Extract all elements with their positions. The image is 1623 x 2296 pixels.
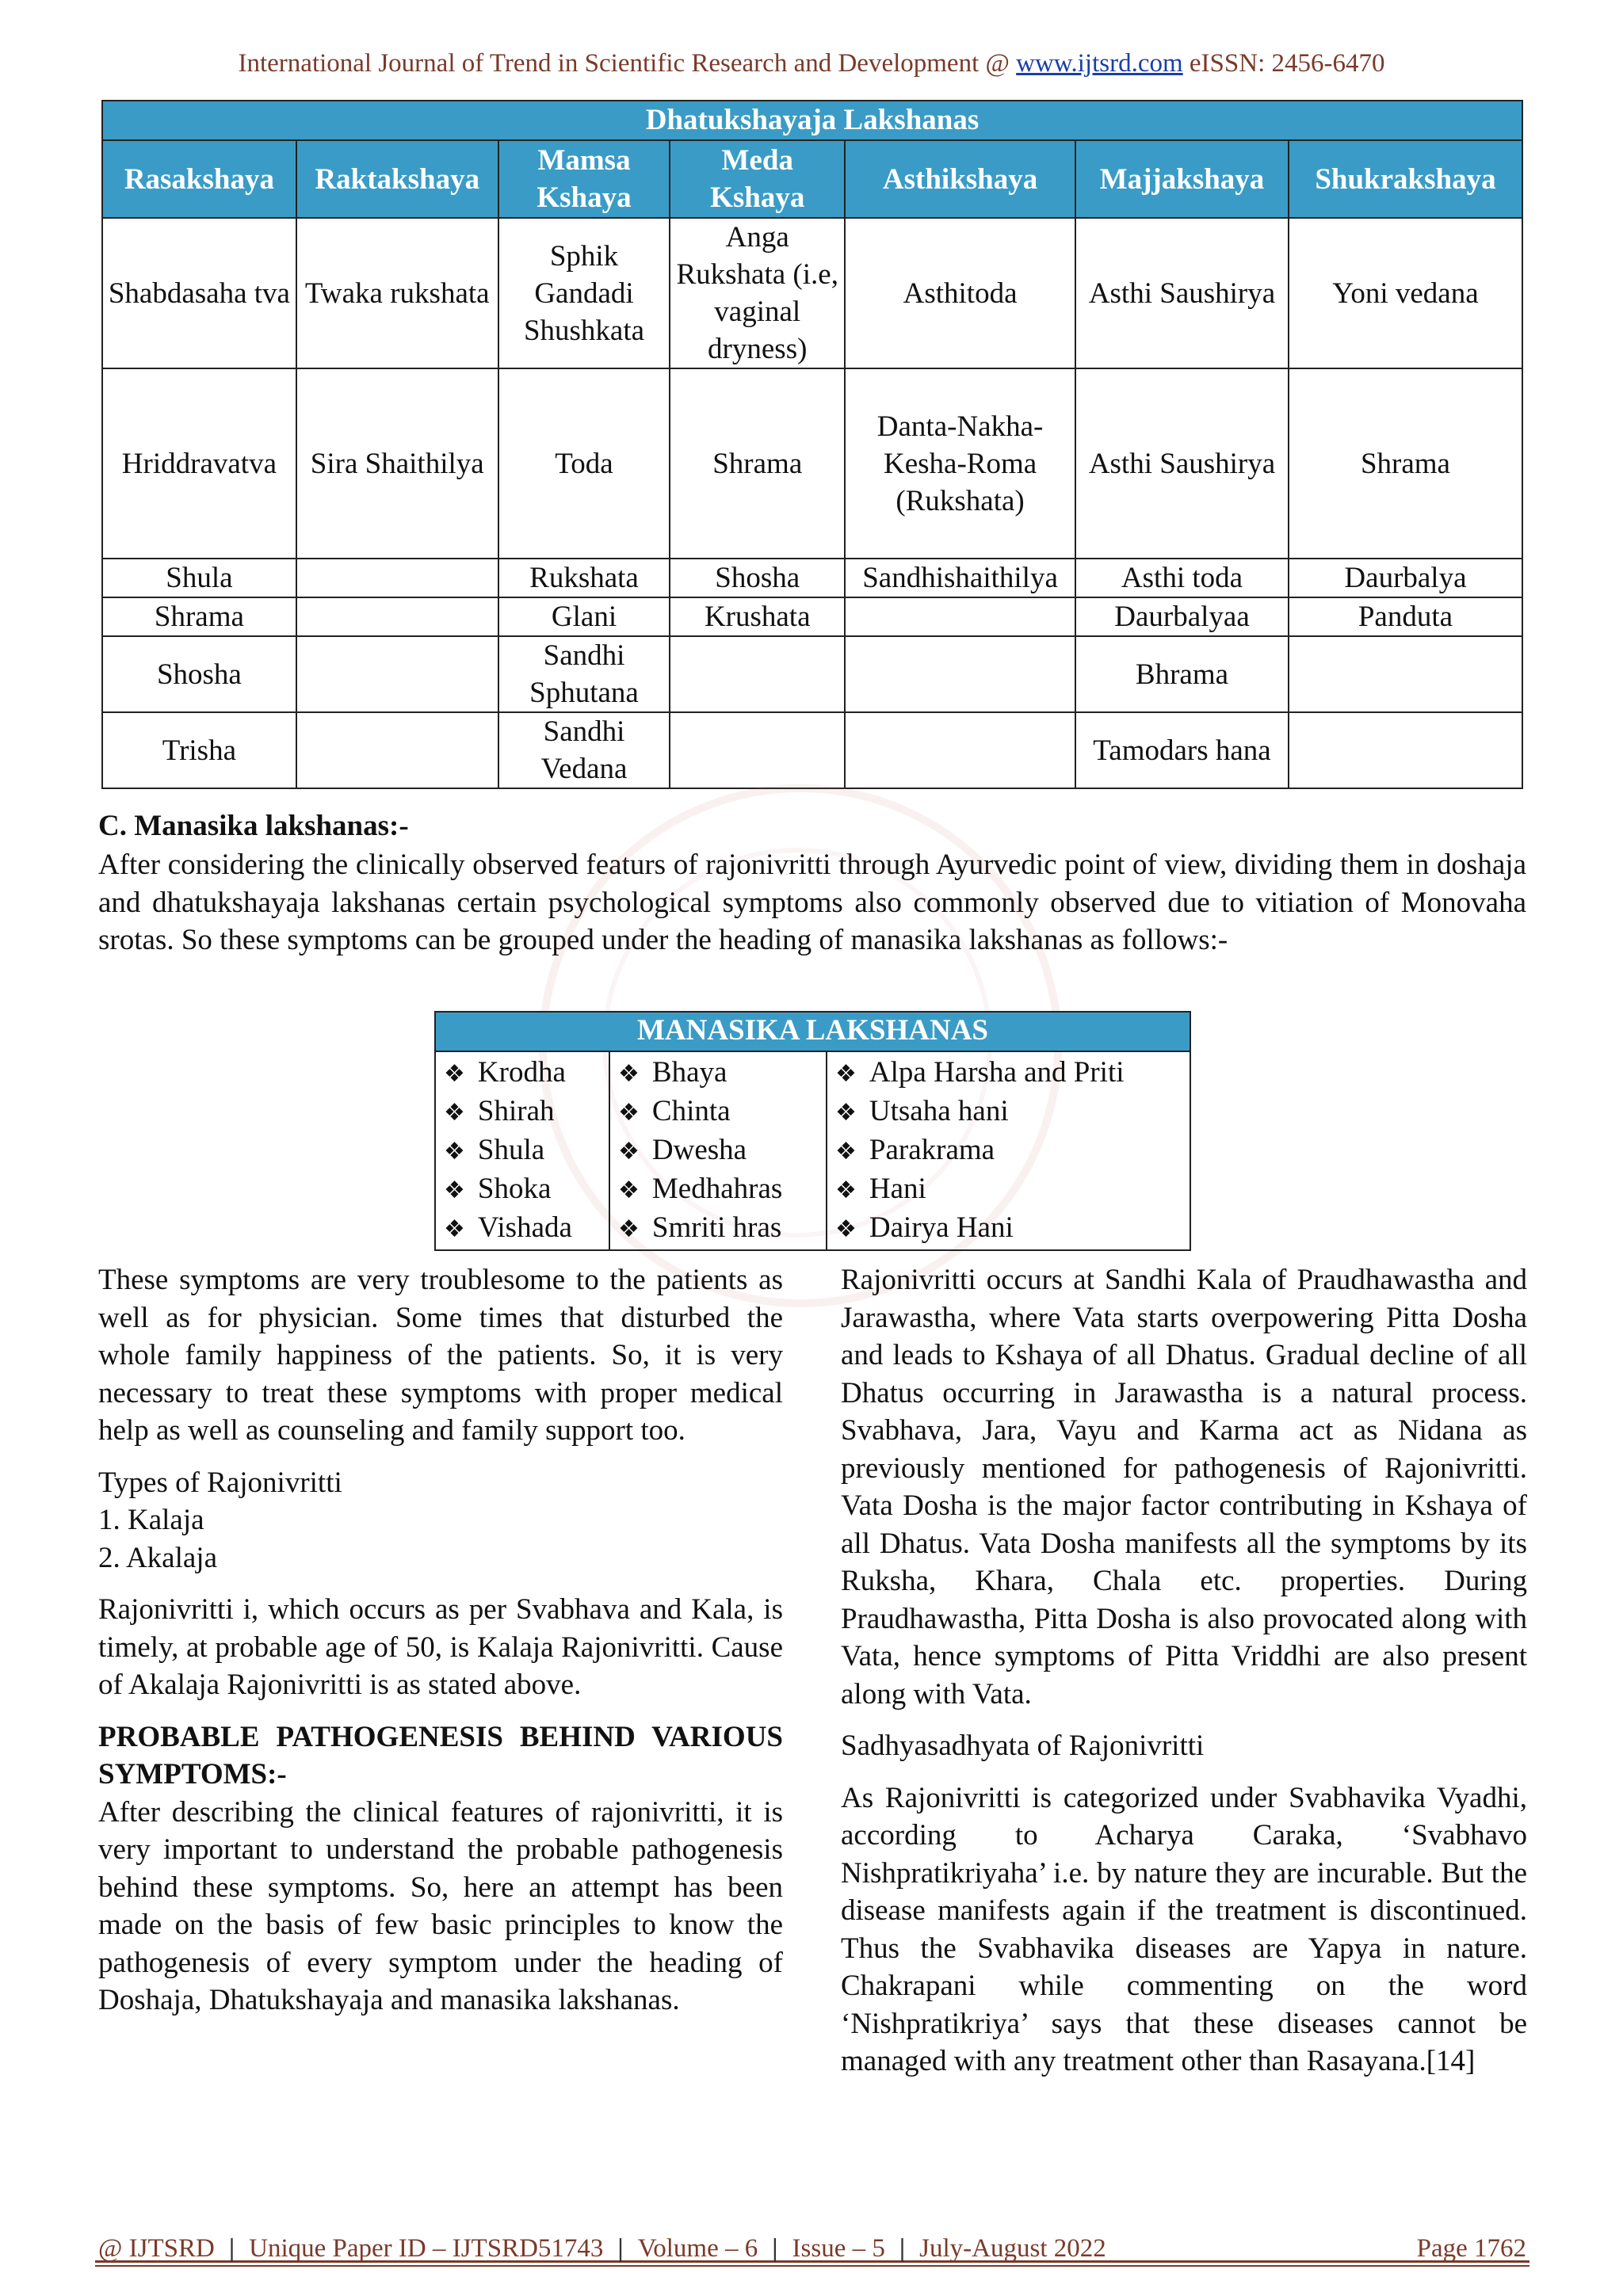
right-column <box>841 1261 1527 2095</box>
journal-header <box>0 49 1623 78</box>
table-row <box>102 712 1522 788</box>
list-item: ❖ Dwesha <box>618 1131 818 1170</box>
table-cell: Asthitoda <box>845 218 1075 368</box>
table-cell: Danta-Nakha-Kesha-Roma (Rukshata) <box>845 368 1075 559</box>
table-cell <box>845 597 1075 636</box>
paragraph: Rajonivritti i, which occurs as per Svabhava and Kala, is timely, at probable age of 50, is Kalaja Rajonivritti. Cause of Akalaja Rajonivritti is as stated above. <box>98 1593 783 1701</box>
table-cell <box>296 559 498 597</box>
table-title: Dhatukshayaja Lakshanas <box>102 101 1522 140</box>
table-cell: Tamodars hana <box>1075 712 1289 788</box>
list-item: ❖ Smriti hras <box>618 1209 818 1248</box>
list-item: ❖ Shula <box>444 1131 601 1170</box>
table-cell <box>296 712 498 788</box>
dhatukshayaja-table <box>101 100 1523 789</box>
footer-date: July-August 2022 <box>919 2234 1106 2263</box>
table-cell: Krushata <box>670 597 845 636</box>
table-row <box>102 559 1522 597</box>
table-row <box>102 368 1522 559</box>
table-cell: Asthi toda <box>1075 559 1289 597</box>
paragraph: As Rajonivritti is categorized under Svabhavika Vyadhi, according to Acharya Caraka, ‘Svabhavo Nishpratikriyaha’ i.e. by nature they are incurable. But the disease manifests again if the treatment is discontinued. Thus the Svabhavika diseases are Yapya in nature. Chakrapani while commenting on the word ‘Nishpratikriya’ says that these diseases cannot be managed with any treatment other than Rasayana.[14] <box>841 1781 1527 2077</box>
table-cell: Shula <box>102 559 296 597</box>
column-header: Shukrakshaya <box>1289 140 1522 218</box>
list-item: ❖ Chinta <box>618 1093 818 1131</box>
paragraph: These symptoms are very troublesome to the patients as well as for physician. Some times that disturbed the whole family happiness of the patients. So, it is very necessary to treat these symptoms with proper medical help as well as counseling and family support too. <box>98 1264 783 1447</box>
pathogenesis-heading: PROBABLE PATHOGENESIS BEHIND VARIOUS SYMPTOMS:- <box>98 1720 783 1791</box>
table-cell: Bhrama <box>1075 636 1289 712</box>
table-cell: Anga Rukshata (i.e, vaginal dryness) <box>670 218 845 368</box>
table-cell: Sandhi Sphutana <box>498 636 670 712</box>
table-cell <box>296 636 498 712</box>
column-header: Rasakshaya <box>102 140 296 218</box>
column-header: Mamsa Kshaya <box>498 140 670 218</box>
table-cell: Asthi Saushirya <box>1075 368 1289 559</box>
page-footer: @ IJTSRD | Unique Paper ID – IJTSRD51743 | Volume – 6 | Issue – 5 | July-August 2022 Page 1762 <box>98 2234 1526 2263</box>
list-item: ❖ Bhaya <box>618 1054 818 1093</box>
table-cell <box>670 712 845 788</box>
types-heading: Types of Rajonivritti <box>98 1466 342 1499</box>
header-prefix: International Journal of Trend in Scientific Research and Development @ <box>238 49 1017 78</box>
table-cell: Hriddravatva <box>102 368 296 559</box>
table-cell <box>1289 712 1522 788</box>
list-item: ❖ Shoka <box>444 1170 601 1209</box>
table-row <box>102 597 1522 636</box>
manasika-column <box>609 1051 827 1250</box>
table-cell: Shosha <box>670 559 845 597</box>
column-header: Asthikshaya <box>845 140 1075 218</box>
manasika-column <box>435 1051 609 1250</box>
table-cell: Shabdasaha tva <box>102 218 296 368</box>
footer-site: @ IJTSRD <box>98 2234 215 2263</box>
table-cell: Sphik Gandadi Shushkata <box>498 218 670 368</box>
table-cell: Panduta <box>1289 597 1522 636</box>
list-item: 2. Akalaja <box>98 1541 218 1574</box>
manasika-table <box>434 1011 1191 1251</box>
table-cell: Sandhi Vedana <box>498 712 670 788</box>
table-cell: Sandhishaithilya <box>845 559 1075 597</box>
table-cell: Daurbalya <box>1289 559 1522 597</box>
table-cell: Shrama <box>102 597 296 636</box>
column-header: Majjakshaya <box>1075 140 1289 218</box>
manasika-column <box>827 1051 1190 1250</box>
list-item: ❖ Medhahras <box>618 1170 818 1209</box>
header-suffix: eISSN: 2456-6470 <box>1182 49 1385 78</box>
table-row <box>102 218 1522 368</box>
list-item: ❖ Krodha <box>444 1054 601 1093</box>
table-cell: Sira Shaithilya <box>296 368 498 559</box>
paragraph: After describing the clinical features of rajonivritti, it is very important to understand the probable pathogenesis behind these symptoms. So, here an attempt has been made on the basis of few basic principles to know the pathogenesis of every symptom under the heading of Doshaja, Dhatukshayaja and manasika lakshanas. <box>98 1795 783 2016</box>
table-cell: Rukshata <box>498 559 670 597</box>
list-item: ❖ Shirah <box>444 1093 601 1131</box>
table-cell: Shosha <box>102 636 296 712</box>
table-cell: Glani <box>498 597 670 636</box>
journal-url-link[interactable]: www.ijtsrd.com <box>1016 49 1183 78</box>
table-cell <box>845 636 1075 712</box>
list-item: 1. Kalaja <box>98 1504 204 1536</box>
footer-volume: Volume – 6 <box>637 2234 758 2263</box>
footer-rule <box>95 2265 1529 2267</box>
table-cell: Daurbalyaa <box>1075 597 1289 636</box>
table-cell: Yoni vedana <box>1289 218 1522 368</box>
paragraph: Rajonivritti occurs at Sandhi Kala of Praudhawastha and Jarawastha, where Vata starts overpowering Pitta Dosha and leads to Kshaya of all Dhatus. Gradual decline of all Dhatus occurring in Jarawastha is a natural process. Svabhava, Jara, Vayu and Karma act as Nidana as previously mentioned for pathogenesis of Rajonivritti. Vata Dosha is the major factor contributing in Kshaya of all Dhatus. Vata Dosha manifests all the symptoms by its Ruksha, Khara, Chala etc. properties. During Praudhawastha, Pitta Dosha is also provocated along with Vata, hence symptoms of Pitta Vriddhi are also present along with Vata. <box>841 1264 1527 1711</box>
section-heading-manasika: C. Manasika lakshanas:- <box>98 810 409 842</box>
manasika-table-title: MANASIKA LAKSHANAS <box>435 1012 1190 1051</box>
table-cell: Trisha <box>102 712 296 788</box>
table-cell <box>1289 636 1522 712</box>
table-cell <box>296 597 498 636</box>
list-item: ❖ Utsaha hani <box>835 1093 1182 1131</box>
table-cell: Shrama <box>670 368 845 559</box>
table-cell <box>670 636 845 712</box>
table-cell: Asthi Saushirya <box>1075 218 1289 368</box>
section-paragraph: After considering the clinically observed featurs of rajonivritti through Ayurvedic point of view, dividing them in doshaja and dhatukshayaja lakshanas certain psychological symptoms also commonly observed due to vitiation of Monovaha srotas. So these symptoms can be grouped under the heading of manasika lakshanas as follows:- <box>98 849 1526 956</box>
table-cell: Twaka rukshata <box>296 218 498 368</box>
column-header: Meda Kshaya <box>670 140 845 218</box>
list-item: ❖ Dairya Hani <box>835 1209 1182 1248</box>
list-item: ❖ Parakrama <box>835 1131 1182 1170</box>
list-item: ❖ Hani <box>835 1170 1182 1209</box>
list-item: ❖ Vishada <box>444 1209 601 1248</box>
footer-page-number: Page 1762 <box>1416 2234 1526 2263</box>
table-cell: Shrama <box>1289 368 1522 559</box>
table-cell <box>845 712 1075 788</box>
footer-paper-id: Unique Paper ID – IJTSRD51743 <box>249 2234 604 2263</box>
footer-issue: Issue – 5 <box>792 2234 885 2263</box>
column-header: Raktakshaya <box>296 140 498 218</box>
table-cell: Toda <box>498 368 670 559</box>
left-column <box>98 1261 783 2034</box>
sadhyasadhyata-heading: Sadhyasadhyata of Rajonivritti <box>841 1730 1205 1762</box>
list-item: ❖ Alpa Harsha and Priti <box>835 1054 1182 1093</box>
table-row <box>102 636 1522 712</box>
